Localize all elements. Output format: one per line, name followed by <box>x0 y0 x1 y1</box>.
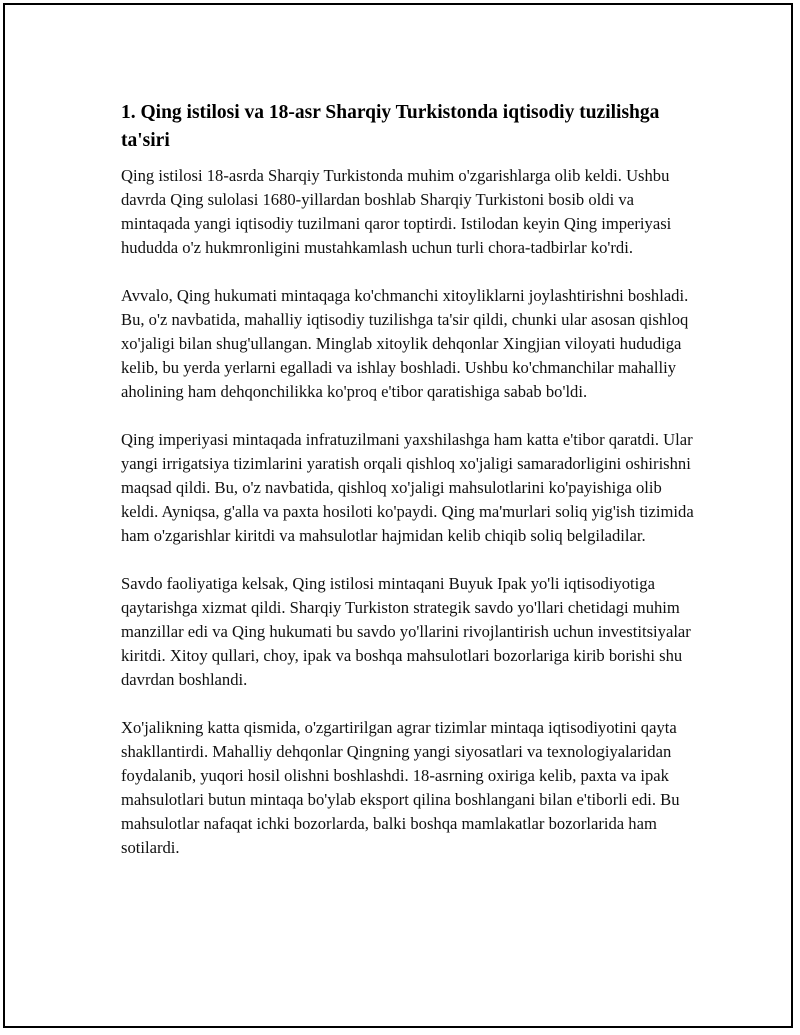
paragraph-5: Xo'jalikning katta qismida, o'zgartirilgan agrar tizimlar mintaqa iqtisodiyotini qayta shakllantirdi. Mahalliy dehqonlar Qingning yangi siyosatlari va texnologiyalaridan foydalanib, yuqori hosil olishni boshlashdi. 18-asrning oxiriga kelib, paxta va ipak mahsulotlari butun mintaqa bo'ylab eksport qilina boshlangani bilan e'tiborli edi. Bu mahsulotlar nafaqat ichki bozorlarda, balki boshqa mamlakatlar bozorlarida ham sotilardi. <box>121 718 680 857</box>
document-body <box>121 99 701 884</box>
paragraph-2: Avvalo, Qing hukumati mintaqaga ko'chmanchi xitoyliklarni joylashtirishni boshladi. Bu, o'z navbatida, mahalliy iqtisodiy tuzilishga ta'sir qildi, chunki ular asosan qishloq xo'jaligi bilan shug'ullangan. Minglab xitoylik dehqonlar Xingjian viloyati hududiga kelib, bu yerda yerlarni egalladi va ishlay boshladi. Ushbu ko'chmanchilar mahalliy aholining ham dehqonchilikka ko'proq e'tibor qaratishiga sabab bo'ldi. <box>121 286 689 401</box>
section-heading: 1. Qing istilosi va 18-asr Sharqiy Turkistonda iqtisodiy tuzilishga ta'siri <box>121 102 660 151</box>
paragraph-3: Qing imperiyasi mintaqada infratuzilmani yaxshilashga ham katta e'tibor qaratdi. Ular yangi irrigatsiya tizimlarini yaratish orqali qishloq xo'jaligi samaradorligini oshirishni maqsad qildi. Bu, o'z navbatida, qishloq xo'jaligi mahsulotlarini ko'payishiga olib keldi. Ayniqsa, g'alla va paxta hosiloti ko'paydi. Qing ma'murlari soliq yig'ish tizimida ham o'zgarishlar kiritdi va mahsulotlar hajmidan kelib chiqib soliq belgiladilar. <box>121 430 694 545</box>
paragraph-1: Qing istilosi 18-asrda Sharqiy Turkistonda muhim o'zgarishlarga olib keldi. Ushbu davrda Qing sulolasi 1680-yillardan boshlab Sharqiy Turkistoni bosib oldi va mintaqada yangi iqtisodiy tuzilmani qaror toptirdi. Istilodan keyin Qing imperiyasi hududda o'z hukmronligini mustahkamlash uchun turli chora-tadbirlar ko'rdi. <box>121 166 672 257</box>
document-page <box>3 3 793 1028</box>
paragraph-4: Savdo faoliyatiga kelsak, Qing istilosi mintaqani Buyuk Ipak yo'li iqtisodiyotiga qaytarishga xizmat qildi. Sharqiy Turkiston strategik savdo yo'llari chetidagi muhim manzillar edi va Qing hukumati bu savdo yo'llarini rivojlantirish uchun investitsiyalar kiritdi. Xitoy qullari, choy, ipak va boshqa mahsulotlari bozorlariga kirib borishi shu davrdan boshlandi. <box>121 574 691 689</box>
